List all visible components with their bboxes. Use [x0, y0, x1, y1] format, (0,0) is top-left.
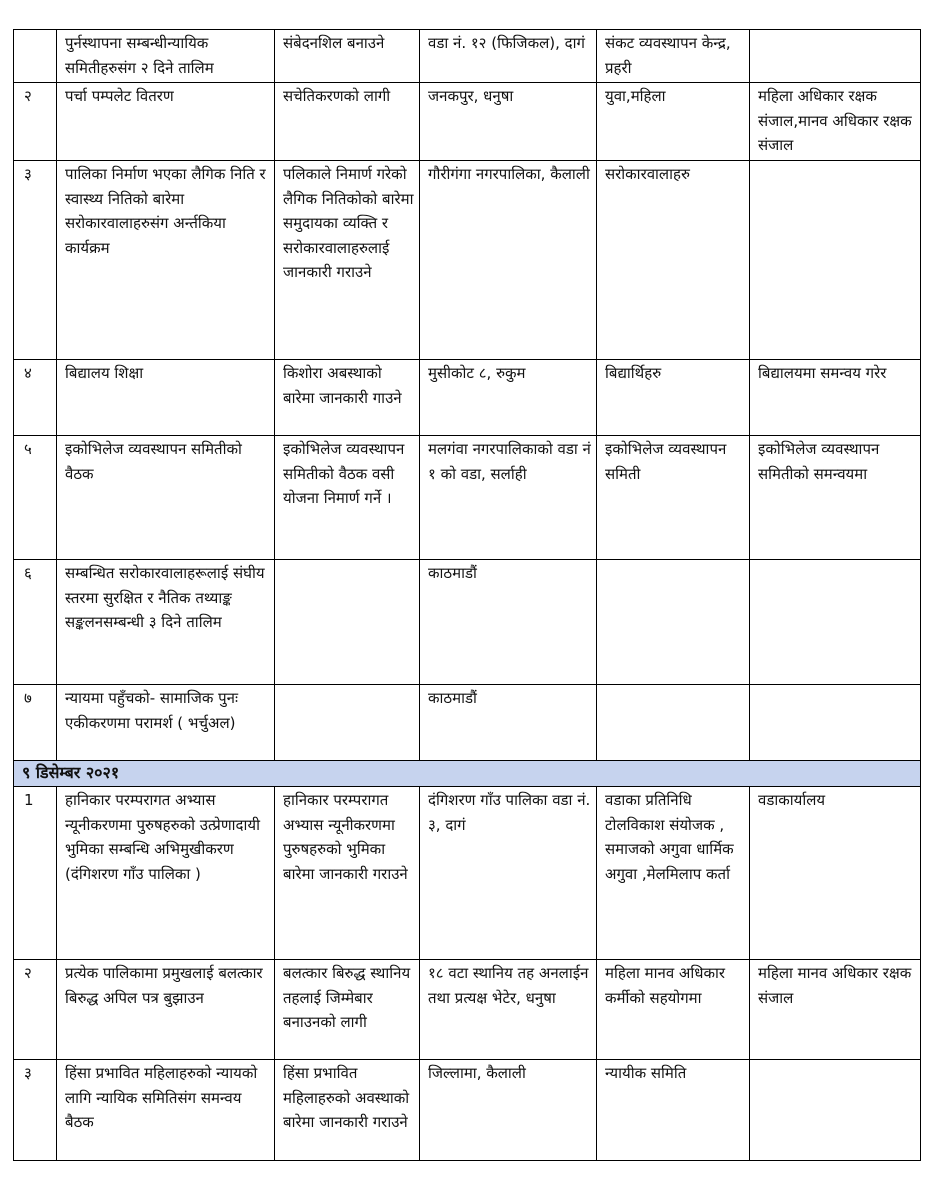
row-number: ७: [14, 684, 57, 760]
document-page: [13, 29, 920, 1161]
partner-cell: [750, 30, 921, 83]
participants-cell: बिद्यार्थिहरु: [597, 359, 750, 435]
table-row: [14, 559, 921, 684]
location-cell: दंगिशरण गाँउ पालिका वडा नं. ३, दागं: [420, 786, 597, 959]
partner-cell: [750, 684, 921, 760]
activity-cell: इकोभिलेज व्यवस्थापन समितीको वैठक: [57, 435, 275, 559]
objective-cell: सचेतिकरणको लागी: [275, 83, 420, 161]
row-number: 1: [14, 786, 57, 959]
row-number: ४: [14, 359, 57, 435]
activity-cell: बिद्यालय शिक्षा: [57, 359, 275, 435]
location-cell: गौरीगंगा नगरपालिका, कैलाली: [420, 160, 597, 359]
activity-cell: पर्चा पम्पलेट वितरण: [57, 83, 275, 161]
location-cell: वडा नं. १२ (फिजिकल), दागं: [420, 30, 597, 83]
table-row: [14, 1059, 921, 1160]
partner-cell: इकोभिलेज व्यवस्थापन समितीको समन्वयमा: [750, 435, 921, 559]
row-number: २: [14, 959, 57, 1059]
participants-cell: महिला मानव अधिकार कर्मीको सहयोगमा: [597, 959, 750, 1059]
location-cell: जनकपुर, धनुषा: [420, 83, 597, 161]
activity-table: [13, 29, 921, 1161]
partner-cell: [750, 1059, 921, 1160]
section-date: ९ डिसेम्बर २०२१: [14, 760, 921, 786]
partner-cell: महिला अधिकार रक्षक संजाल,मानव अधिकार रक्षक संजाल: [750, 83, 921, 161]
participants-cell: सरोकारवालाहरु: [597, 160, 750, 359]
location-cell: जिल्लामा, कैलाली: [420, 1059, 597, 1160]
location-cell: मुसीकोट ८, रुकुम: [420, 359, 597, 435]
participants-cell: न्यायीक समिति: [597, 1059, 750, 1160]
table-row: [14, 160, 921, 359]
objective-cell: किशोरा अबस्थाको बारेमा जानकारी गाउने: [275, 359, 420, 435]
activity-cell: हानिकार परम्परागत अभ्यास न्यूनीकरणमा पुरुषहरुको उत्प्रेणादायी भुमिका सम्बन्धि अभिमुखीकरण (दंगिशरण गाँउ पालिका ): [57, 786, 275, 959]
participants-cell: [597, 684, 750, 760]
objective-cell: संबेदनशिल बनाउने: [275, 30, 420, 83]
partner-cell: [750, 559, 921, 684]
section-date-row: [14, 760, 921, 786]
participants-cell: [597, 559, 750, 684]
objective-cell: बलत्कार बिरुद्ध स्थानिय तहलाई जिम्मेबार बनाउनको लागी: [275, 959, 420, 1059]
objective-cell: [275, 559, 420, 684]
participants-cell: इकोभिलेज व्यवस्थापन समिती: [597, 435, 750, 559]
objective-cell: हिंसा प्रभावित महिलाहरुको अवस्थाको बारेमा जानकारी गराउने: [275, 1059, 420, 1160]
table-row: [14, 30, 921, 83]
partner-cell: महिला मानव अधिकार रक्षक संजाल: [750, 959, 921, 1059]
partner-cell: [750, 160, 921, 359]
table-row: [14, 83, 921, 161]
row-number: २: [14, 83, 57, 161]
table-row: [14, 359, 921, 435]
table-row: [14, 684, 921, 760]
partner-cell: वडाकार्यालय: [750, 786, 921, 959]
location-cell: काठमाडौं: [420, 559, 597, 684]
objective-cell: इकोभिलेज व्यवस्थापन समितीको वैठक वसी योजना निमार्ण गर्ने ।: [275, 435, 420, 559]
table-row: [14, 786, 921, 959]
participants-cell: वडाका प्रतिनिधि टोलविकाश संयोजक , समाजको अगुवा धार्मिक अगुवा ,मेलमिलाप कर्ता: [597, 786, 750, 959]
location-cell: मलगंवा नगरपालिकाको वडा नं १ को वडा, सर्लाही: [420, 435, 597, 559]
activity-cell: प्रत्येक पालिकामा प्रमुखलाई बलत्कार बिरुद्ध अपिल पत्र बुझाउन: [57, 959, 275, 1059]
objective-cell: [275, 684, 420, 760]
activity-cell: न्यायमा पहुँचको- सामाजिक पुनः एकीकरणमा परामर्श ( भर्चुअल): [57, 684, 275, 760]
row-number: ३: [14, 1059, 57, 1160]
row-number: ५: [14, 435, 57, 559]
location-cell: काठमाडौं: [420, 684, 597, 760]
participants-cell: युवा,महिला: [597, 83, 750, 161]
activity-cell: सम्बन्धित सरोकारवालाहरूलाई संघीय स्तरमा सुरक्षित र नैतिक तथ्याङ्क सङ्कलनसम्बन्धी ३ दिने तालिम: [57, 559, 275, 684]
activity-cell: पुर्नस्थापना सम्बन्धीन्यायिक समितीहरुसंग २ दिने तालिम: [57, 30, 275, 83]
table-row: [14, 435, 921, 559]
partner-cell: बिद्यालयमा समन्वय गरेर: [750, 359, 921, 435]
activity-cell: हिंसा प्रभावित महिलाहरुको न्यायको लागि न्यायिक समितिसंग समन्वय बैठक: [57, 1059, 275, 1160]
row-number: ६: [14, 559, 57, 684]
table-row: [14, 959, 921, 1059]
objective-cell: पलिकाले निमार्ण गरेको लैगिक नितिकोको बारेमा समुदायका व्यक्ति र सरोकारवालाहरुलाई जानकारी गराउने: [275, 160, 420, 359]
location-cell: १८ वटा स्थानिय तह अनलाईन तथा प्रत्यक्ष भेटेर, धनुषा: [420, 959, 597, 1059]
row-number: ३: [14, 160, 57, 359]
participants-cell: संकट व्यवस्थापन केन्द्र, प्रहरी: [597, 30, 750, 83]
activity-cell: पालिका निर्माण भएका लैगिक निति र स्वास्थ्य नितिको बारेमा सरोकारवालाहरुसंग अर्न्तकिया कार्यक्रम: [57, 160, 275, 359]
objective-cell: हानिकार परम्परागत अभ्यास न्यूनीकरणमा पुरुषहरुको भुमिका बारेमा जानकारी गराउने: [275, 786, 420, 959]
row-number: [14, 30, 57, 83]
